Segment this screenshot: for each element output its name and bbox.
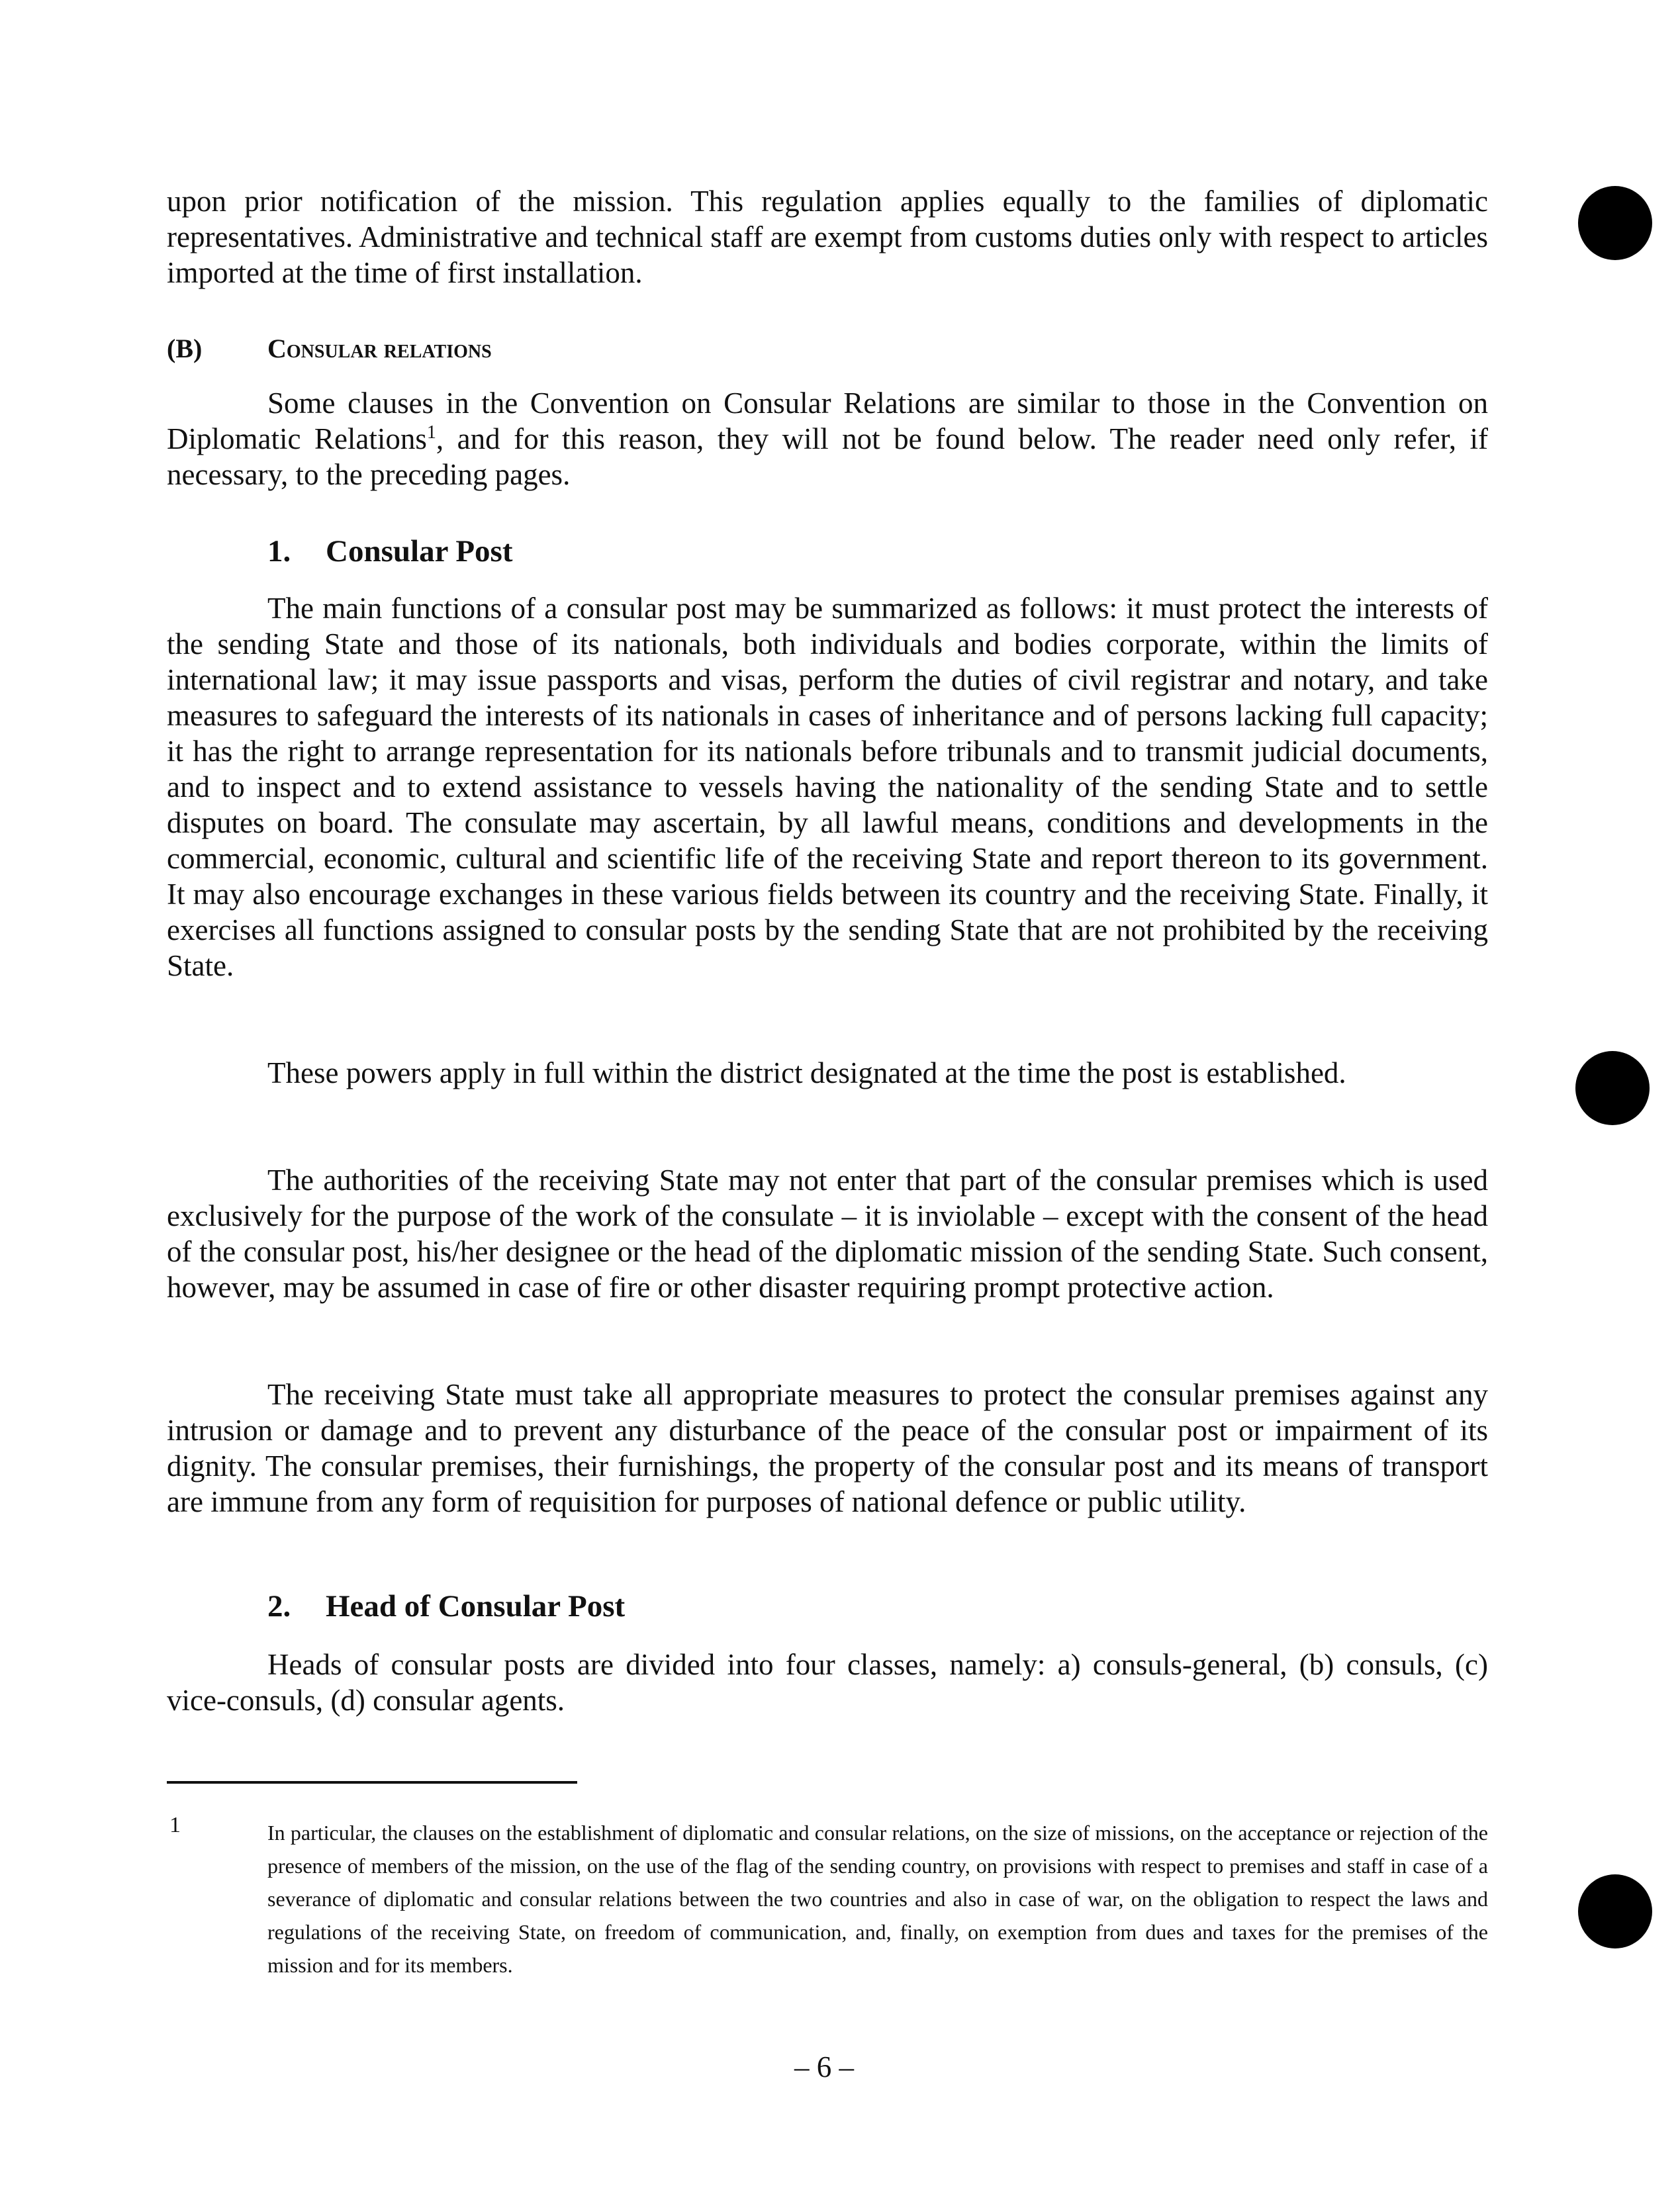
subheading-title: Head of Consular Post [326,1589,626,1624]
footnote-reference: 1 [426,422,436,443]
section-title: Consular relations [267,334,492,363]
punch-hole-top [1578,186,1652,260]
paragraph-protect-premises: The receiving State must take all appropriate measures to protect the consular premises against any intrusion or damage and to prevent any disturbance of the peace of the consular post or impairment of its dignity. The consular premises, their furnishings, the property of the consular post and its means of transport are immune from any form of requisition for purposes of national defence or public utility. [167,1378,1488,1518]
paragraph-consular-classes: Heads of consular posts are divided into four classes, namely: a) consuls-general, (b) consuls, (c) vice-consuls, (d) consular agents. [167,1648,1488,1717]
subheading-head-of-consular-post [267,1588,625,1624]
paragraph-convention-clauses [167,385,1488,492]
punch-hole-middle [1575,1051,1650,1125]
paragraph-convention-clauses-part2: , and for this reason, they will not be found below. The reader need only refer, if necessary, to the preceding pages. [167,422,1488,491]
paragraph-customs-exemption: upon prior notification of the mission. This regulation applies equally to the families of diplomatic representatives. Administrative and technical staff are exempt from customs duties only with respect to articles imported at the time of first installation. [167,185,1488,289]
subheading-number: 1. [267,534,291,569]
punch-hole-bottom [1578,1874,1652,1948]
footnote-divider [167,1781,577,1784]
paragraph-premises-inviolable: The authorities of the receiving State may not enter that part of the consular premises which is used exclusively for the purpose of the work of the consulate – it is inviolable – except with the consent of the head of the consular post, his/her designee or the head of the diplomatic mission of the sending State. Such consent, however, may be assumed in case of fire or other disaster requiring prompt protective action. [167,1164,1488,1304]
footnote-marker: 1 [169,1813,181,1837]
paragraph-consular-functions: The main functions of a consular post may be summarized as follows: it must protect the interests of the sending State and those of its nationals, both individuals and bodies corporate, within the limits of international law; it may issue passports and visas, perform the duties of civil registrar and notary, and take measures to safeguard the interests of its nationals in cases of inheritance and of persons lacking full capacity; it has the right to arrange representation for its nationals before tribunals and to transmit judicial documents, and to inspect and to extend assistance to vessels having the nationality of the sending State and to settle disputes on board. The consulate may ascertain, by all lawful means, conditions and developments in the commercial, economic, cultural and scientific life of the receiving State and report thereon to its government. It may also encourage exchanges in these various fields between its country and the receiving State. Finally, it exercises all functions assigned to consular posts by the sending State that are not prohibited by the receiving State. [167,592,1488,982]
page-number: – 6 – [794,2050,854,2084]
subheading-title: Consular Post [326,534,513,569]
subheading-consular-post [267,533,512,569]
section-letter: (B) [167,334,203,363]
subheading-number: 2. [267,1589,291,1624]
section-heading-consular-relations [167,331,492,367]
paragraph-convention-clauses-part1: Some clauses in the Convention on Consular Relations are similar to those in the Convention on Diplomatic Relations [167,387,1488,455]
footnote-text: In particular, the clauses on the establishment of diplomatic and consular relations, on the size of missions, on the acceptance or rejection of the presence of members of the mission, on the use of the flag of the sending country, on provisions with respect to premises and staff in case of a severance of diplomatic and consular relations between the two countries and also in case of war, on the obligation to respect the laws and regulations of the receiving State, on freedom of communication, and, finally, on exemption from dues and taxes for the premises of the mission and for its members. [267,1821,1488,1977]
paragraph-district-powers: These powers apply in full within the district designated at the time the post is established. [267,1056,1346,1089]
